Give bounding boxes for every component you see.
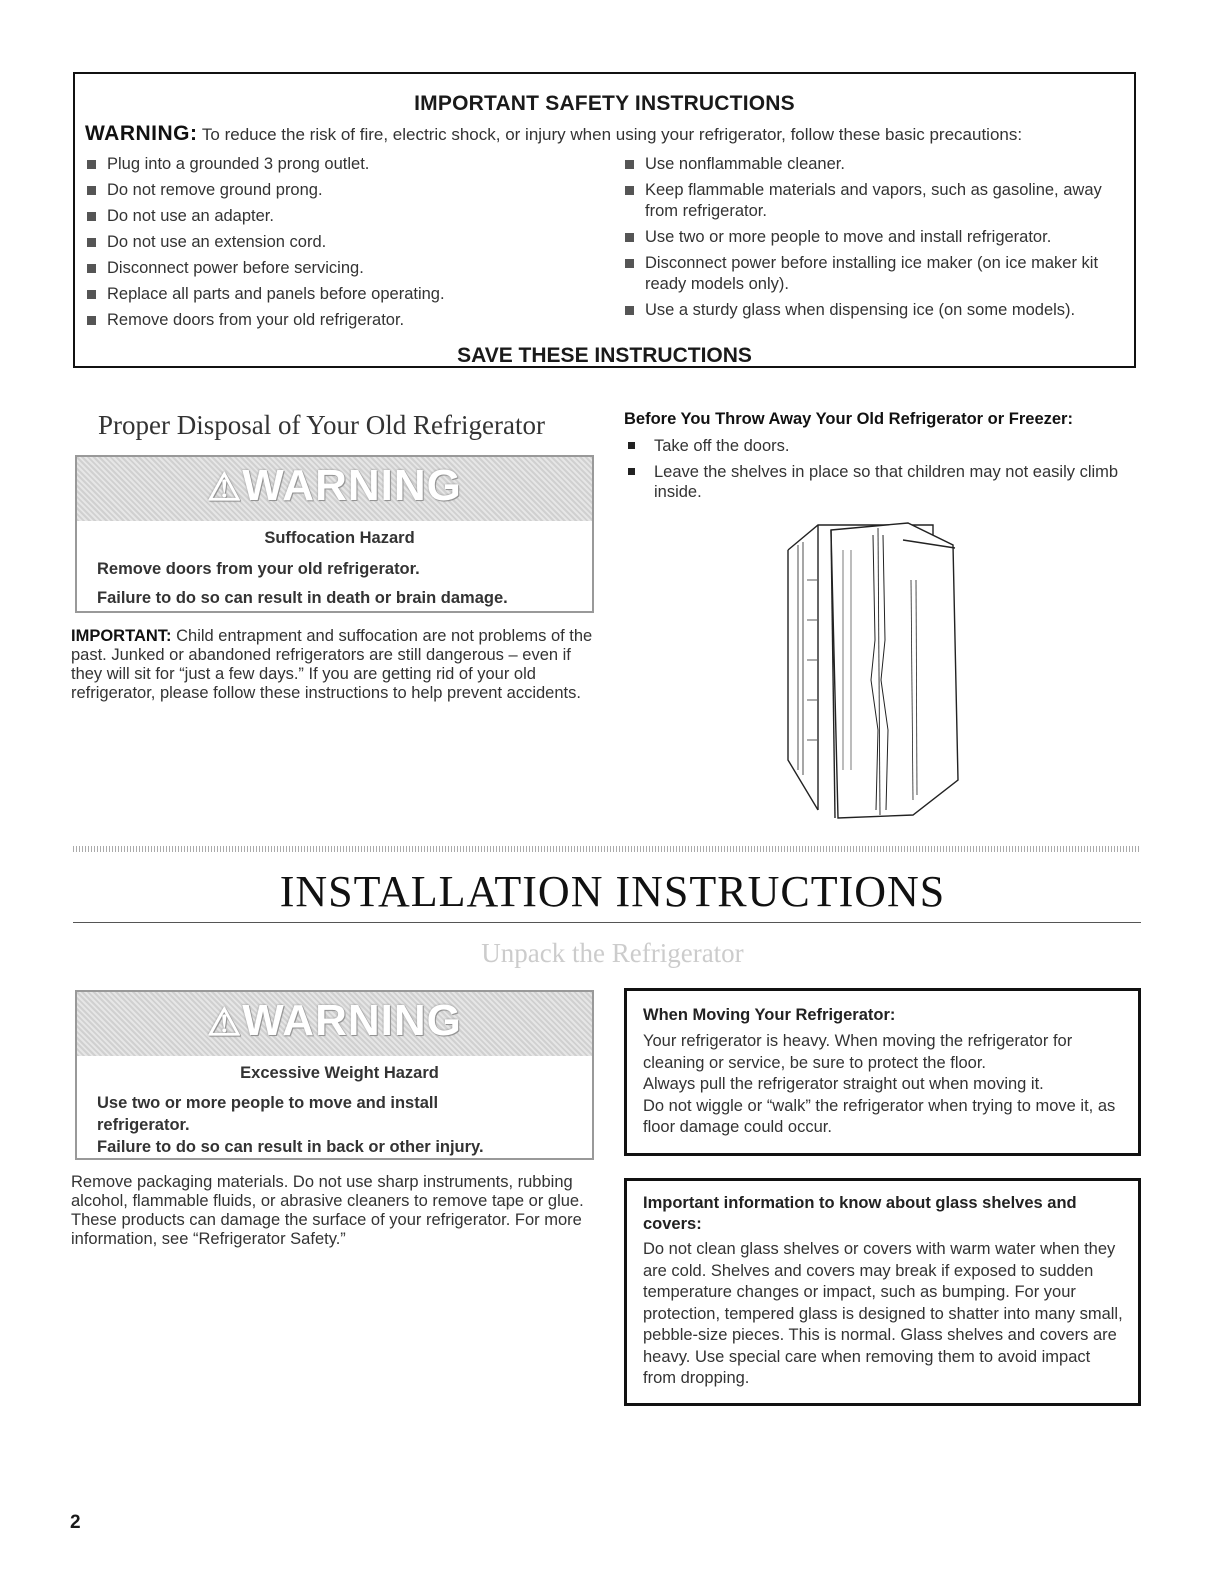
page-number: 2: [70, 1512, 81, 1533]
list-item: Disconnect power before servicing.: [85, 258, 605, 279]
title-rule: [73, 922, 1141, 923]
save-instructions: SAVE THESE INSTRUCTIONS: [457, 344, 752, 367]
warning-banner: [77, 992, 592, 1056]
safety-list-right: [623, 154, 1133, 326]
safety-warning-line: [85, 122, 1022, 146]
dotted-divider: [73, 846, 1141, 852]
list-item: Do not use an adapter.: [85, 206, 605, 227]
list-item: Replace all parts and panels before operating.: [85, 284, 605, 305]
disposal-heading: Proper Disposal of Your Old Refrigerator: [98, 410, 545, 440]
packaging-paragraph: Remove packaging materials. Do not use sharp instruments, rubbing alcohol, flammable fluids, or abrasive cleaners to remove tape or glue. These products can damage the surface of your refrigerator. For more information, see “Refrigerator Safety.”: [71, 1173, 584, 1248]
list-item: Remove doors from your old refrigerator.: [85, 310, 605, 331]
glass-heading: Important information to know about glass shelves and covers:: [643, 1194, 1077, 1233]
list-item: Take off the doors.: [624, 436, 1124, 456]
list-item: Do not remove ground prong.: [85, 180, 605, 201]
warning-word: WARNING: [242, 461, 462, 510]
safety-title: IMPORTANT SAFETY INSTRUCTIONS: [414, 92, 795, 115]
list-item: Use two or more people to move and install refrigerator.: [623, 227, 1133, 248]
moving-body-1: Your refrigerator is heavy. When moving the refrigerator for cleaning or service, be sure to protect the floor.: [643, 1032, 1073, 1072]
warning-word: WARNING: [242, 996, 462, 1045]
list-item: Use nonflammable cleaner.: [623, 154, 1133, 175]
warning-instruction: Use two or more people to move and install refrigerator.: [97, 1094, 439, 1134]
moving-body-2: Always pull the refrigerator straight out when moving it.: [643, 1075, 1044, 1093]
important-text: Child entrapment and suffocation are not problems of the past. Junked or abandoned refrigerators are still dangerous – even if they will sit for “just a few days.” If you are getting rid of your old refrigerator, please follow these instructions to help prevent accidents.: [71, 627, 593, 702]
moving-body-3: Do not wiggle or “walk” the refrigerator when trying to move it, as floor damage could occur.: [643, 1096, 1116, 1136]
warning-consequence: Failure to do so can result in back or other injury.: [97, 1138, 484, 1156]
safety-list-left: [85, 154, 605, 336]
refrigerator-doors-off-illustration: [783, 520, 983, 820]
moving-info-box: [624, 988, 1141, 1156]
before-throw-away-list: [624, 436, 1124, 508]
unpack-heading: Unpack the Refrigerator: [481, 938, 744, 968]
warning-label: WARNING:: [85, 122, 198, 145]
list-item: Do not use an extension cord.: [85, 232, 605, 253]
list-item: Leave the shelves in place so that children may not easily climb inside.: [624, 462, 1124, 502]
weight-warning-box: [75, 990, 594, 1160]
list-item: Plug into a grounded 3 prong outlet.: [85, 154, 605, 175]
list-item: Keep flammable materials and vapors, such as gasoline, away from refrigerator.: [623, 180, 1133, 222]
hazard-title: Excessive Weight Hazard: [240, 1064, 439, 1082]
list-item: Use a sturdy glass when dispensing ice (on some models).: [623, 300, 1133, 321]
warning-instruction: Remove doors from your old refrigerator.: [97, 560, 420, 578]
warning-banner: [77, 457, 592, 521]
warning-triangle-icon: ⚠: [207, 467, 243, 509]
moving-heading: When Moving Your Refrigerator:: [643, 1006, 896, 1024]
glass-shelves-info-box: [624, 1178, 1141, 1406]
glass-body: Do not clean glass shelves or covers with warm water when they are cold. Shelves and covers may break if exposed to sudden temperature changes or impact, such as bumping. For your protection, tempered glass is designed to shatter into many small, pebble-size pieces. This is normal. Glass shelves and covers are heavy. Use special care when removing them to avoid impact from dropping.: [643, 1240, 1123, 1387]
before-throw-away-heading: Before You Throw Away Your Old Refrigerator or Freezer:: [624, 410, 1073, 428]
safety-instructions-box: [73, 72, 1136, 368]
important-paragraph: [71, 627, 595, 703]
warning-triangle-icon: ⚠: [207, 1002, 243, 1044]
warning-text: To reduce the risk of fire, electric shock, or injury when using your refrigerator, follow these basic precautions:: [201, 125, 1023, 144]
warning-consequence: Failure to do so can result in death or brain damage.: [97, 589, 508, 607]
moving-body: [643, 1031, 1126, 1139]
important-label: IMPORTANT:: [71, 627, 172, 645]
list-item: Disconnect power before installing ice maker (on ice maker kit ready models only).: [623, 253, 1133, 295]
suffocation-warning-box: [75, 455, 594, 613]
hazard-title: Suffocation Hazard: [264, 529, 415, 547]
installation-title: INSTALLATION INSTRUCTIONS: [279, 867, 946, 916]
